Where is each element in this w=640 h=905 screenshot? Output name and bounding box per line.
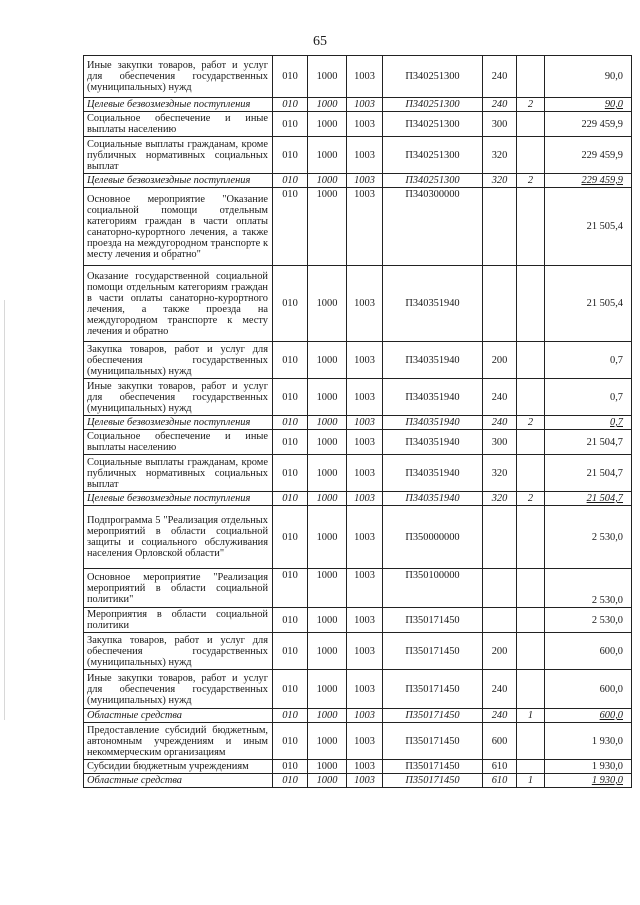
cell-amount: 600,0: [545, 670, 632, 709]
row-name: Закупка товаров, работ и услуг для обеспечения государственных (муниципальных) нужд: [84, 342, 273, 379]
cell-col5: [483, 188, 517, 266]
table-row: [84, 760, 632, 774]
cell-col2: 1000: [308, 723, 347, 760]
table-row: [84, 774, 632, 788]
cell-col3: 1003: [347, 569, 383, 608]
cell-col4: П340351940: [383, 455, 483, 492]
row-name: Областные средства: [84, 774, 273, 788]
cell-amount: 21 505,4: [545, 188, 632, 266]
cell-col3: 1003: [347, 188, 383, 266]
cell-col6: 2: [517, 416, 545, 430]
cell-col1: 010: [273, 174, 308, 188]
cell-col6: 2: [517, 98, 545, 112]
cell-col3: 1003: [347, 416, 383, 430]
cell-col3: 1003: [347, 760, 383, 774]
cell-col2: 1000: [308, 760, 347, 774]
table-row: [84, 379, 632, 416]
cell-col6: 2: [517, 492, 545, 506]
row-name: Областные средства: [84, 709, 273, 723]
cell-col4: П340351940: [383, 416, 483, 430]
cell-col4: П350171450: [383, 608, 483, 633]
cell-col1: 010: [273, 506, 308, 569]
cell-col4: П350171450: [383, 633, 483, 670]
cell-col1: 010: [273, 188, 308, 266]
cell-col5: 240: [483, 379, 517, 416]
cell-col1: 010: [273, 492, 308, 506]
cell-col5: 240: [483, 709, 517, 723]
page-number: 65: [313, 34, 327, 49]
cell-col5: 610: [483, 760, 517, 774]
cell-col4: П340351940: [383, 492, 483, 506]
cell-col2: 1000: [308, 56, 347, 98]
cell-col2: 1000: [308, 455, 347, 492]
cell-col2: 1000: [308, 379, 347, 416]
cell-col5: [483, 608, 517, 633]
row-name: Иные закупки товаров, работ и услуг для обеспечения государственных (муниципальных) нужд: [84, 670, 273, 709]
cell-col4: П350100000: [383, 569, 483, 608]
cell-col6: 2: [517, 174, 545, 188]
cell-col3: 1003: [347, 56, 383, 98]
cell-col2: 1000: [308, 98, 347, 112]
cell-col3: 1003: [347, 723, 383, 760]
cell-col3: 1003: [347, 670, 383, 709]
row-name: Социальное обеспечение и иные выплаты населению: [84, 430, 273, 455]
cell-col2: 1000: [308, 506, 347, 569]
cell-col4: П340251300: [383, 56, 483, 98]
cell-col1: 010: [273, 430, 308, 455]
cell-col5: [483, 266, 517, 342]
row-name: Подпрограмма 5 "Реализация отдельных мероприятий в области социальной защиты и социального обслуживания населения Орловской области": [84, 506, 273, 569]
cell-amount: 21 504,7: [545, 492, 632, 506]
table-row: [84, 342, 632, 379]
cell-col4: П340251300: [383, 137, 483, 174]
row-name: Основное мероприятие "Оказание социальной помощи отдельным категориям граждан в части оплаты санаторно-курортного лечения, а также проезда на междугородном транспорте к месту лечения и обратно": [84, 188, 273, 266]
cell-col6: 1: [517, 709, 545, 723]
table-row: [84, 188, 632, 266]
cell-amount: 0,7: [545, 342, 632, 379]
table-row: [84, 137, 632, 174]
cell-col5: [483, 569, 517, 608]
cell-col2: 1000: [308, 670, 347, 709]
table-row: [84, 266, 632, 342]
cell-col1: 010: [273, 98, 308, 112]
cell-col4: П340351940: [383, 342, 483, 379]
row-name: Целевые безвозмездные поступления: [84, 98, 273, 112]
cell-amount: 2 530,0: [545, 569, 632, 608]
cell-col5: 240: [483, 670, 517, 709]
cell-col3: 1003: [347, 506, 383, 569]
table-row: [84, 633, 632, 670]
cell-col3: 1003: [347, 98, 383, 112]
cell-amount: 2 530,0: [545, 506, 632, 569]
cell-col5: 240: [483, 98, 517, 112]
row-name: Оказание государственной социальной помощи отдельным категориям граждан в части оплаты санаторно-курортного лечения, а также проезда на междугородном транспорте к месту лечения и обратно: [84, 266, 273, 342]
scan-edge-line: [4, 300, 5, 720]
row-name: Закупка товаров, работ и услуг для обеспечения государственных (муниципальных) нужд: [84, 633, 273, 670]
cell-col2: 1000: [308, 569, 347, 608]
cell-col4: П340251300: [383, 112, 483, 137]
table-row: [84, 56, 632, 98]
row-name: Социальные выплаты гражданам, кроме публичных нормативных социальных выплат: [84, 137, 273, 174]
cell-col2: 1000: [308, 174, 347, 188]
row-name: Социальные выплаты гражданам, кроме публичных нормативных социальных выплат: [84, 455, 273, 492]
table-row: [84, 112, 632, 137]
cell-amount: 0,7: [545, 416, 632, 430]
table-row: [84, 492, 632, 506]
cell-col3: 1003: [347, 137, 383, 174]
cell-col6: [517, 670, 545, 709]
table-row: [84, 670, 632, 709]
cell-col6: [517, 342, 545, 379]
cell-col1: 010: [273, 633, 308, 670]
cell-amount: 600,0: [545, 633, 632, 670]
cell-col2: 1000: [308, 266, 347, 342]
cell-col2: 1000: [308, 430, 347, 455]
cell-col1: 010: [273, 416, 308, 430]
cell-col3: 1003: [347, 174, 383, 188]
cell-col1: 010: [273, 569, 308, 608]
row-name: Мероприятия в области социальной политики: [84, 608, 273, 633]
cell-col4: П350171450: [383, 723, 483, 760]
cell-col1: 010: [273, 723, 308, 760]
cell-col4: П350171450: [383, 709, 483, 723]
cell-col4: П340251300: [383, 98, 483, 112]
cell-col4: П340351940: [383, 379, 483, 416]
cell-amount: 1 930,0: [545, 760, 632, 774]
cell-col1: 010: [273, 709, 308, 723]
cell-col1: 010: [273, 342, 308, 379]
cell-col6: [517, 137, 545, 174]
cell-col2: 1000: [308, 137, 347, 174]
cell-col5: 240: [483, 56, 517, 98]
cell-col6: [517, 760, 545, 774]
cell-col5: 320: [483, 137, 517, 174]
table-row: [84, 723, 632, 760]
cell-col4: П350171450: [383, 760, 483, 774]
cell-col6: [517, 506, 545, 569]
cell-col1: 010: [273, 774, 308, 788]
cell-col5: 610: [483, 774, 517, 788]
cell-col1: 010: [273, 137, 308, 174]
cell-col5: 320: [483, 492, 517, 506]
cell-col2: 1000: [308, 633, 347, 670]
cell-amount: 1 930,0: [545, 723, 632, 760]
cell-col2: 1000: [308, 416, 347, 430]
cell-amount: 600,0: [545, 709, 632, 723]
cell-col6: [517, 266, 545, 342]
cell-col1: 010: [273, 112, 308, 137]
cell-col1: 010: [273, 379, 308, 416]
table-row: [84, 709, 632, 723]
cell-col1: 010: [273, 455, 308, 492]
cell-amount: 229 459,9: [545, 174, 632, 188]
cell-col2: 1000: [308, 112, 347, 137]
cell-col5: 320: [483, 455, 517, 492]
cell-col2: 1000: [308, 492, 347, 506]
table-row: [84, 416, 632, 430]
cell-col5: 600: [483, 723, 517, 760]
table-row: [84, 506, 632, 569]
cell-col6: [517, 430, 545, 455]
cell-col3: 1003: [347, 112, 383, 137]
cell-amount: 90,0: [545, 98, 632, 112]
cell-col6: [517, 455, 545, 492]
cell-col3: 1003: [347, 492, 383, 506]
cell-col1: 010: [273, 608, 308, 633]
cell-col4: П340300000: [383, 188, 483, 266]
budget-table: [83, 55, 632, 788]
cell-col3: 1003: [347, 633, 383, 670]
table-row: [84, 98, 632, 112]
cell-col3: 1003: [347, 430, 383, 455]
cell-col3: 1003: [347, 774, 383, 788]
cell-col5: 320: [483, 174, 517, 188]
row-name: Иные закупки товаров, работ и услуг для обеспечения государственных (муниципальных) нужд: [84, 56, 273, 98]
cell-col5: 300: [483, 112, 517, 137]
cell-col6: [517, 188, 545, 266]
cell-col4: П340351940: [383, 430, 483, 455]
cell-amount: 0,7: [545, 379, 632, 416]
cell-amount: 90,0: [545, 56, 632, 98]
cell-col6: [517, 569, 545, 608]
cell-amount: 1 930,0: [545, 774, 632, 788]
table-row: [84, 608, 632, 633]
row-name: Целевые безвозмездные поступления: [84, 416, 273, 430]
cell-col3: 1003: [347, 379, 383, 416]
cell-amount: 21 505,4: [545, 266, 632, 342]
cell-col2: 1000: [308, 342, 347, 379]
row-name: Иные закупки товаров, работ и услуг для обеспечения государственных (муниципальных) нужд: [84, 379, 273, 416]
cell-col4: П350171450: [383, 774, 483, 788]
cell-col3: 1003: [347, 709, 383, 723]
row-name: Целевые безвозмездные поступления: [84, 492, 273, 506]
cell-col5: 200: [483, 342, 517, 379]
cell-col2: 1000: [308, 709, 347, 723]
cell-col3: 1003: [347, 608, 383, 633]
row-name: Предоставление субсидий бюджетным, автономным учреждениям и иным некоммерческим организациям: [84, 723, 273, 760]
cell-amount: 21 504,7: [545, 455, 632, 492]
cell-col6: 1: [517, 774, 545, 788]
table-row: [84, 430, 632, 455]
table-row: [84, 174, 632, 188]
cell-col2: 1000: [308, 774, 347, 788]
cell-col1: 010: [273, 266, 308, 342]
cell-amount: 229 459,9: [545, 112, 632, 137]
cell-col6: [517, 379, 545, 416]
cell-col4: П340251300: [383, 174, 483, 188]
cell-col4: П340351940: [383, 266, 483, 342]
cell-col4: П350000000: [383, 506, 483, 569]
cell-col3: 1003: [347, 455, 383, 492]
row-name: Субсидии бюджетным учреждениям: [84, 760, 273, 774]
cell-amount: 2 530,0: [545, 608, 632, 633]
cell-col6: [517, 633, 545, 670]
cell-amount: 21 504,7: [545, 430, 632, 455]
row-name: Целевые безвозмездные поступления: [84, 174, 273, 188]
cell-col5: [483, 506, 517, 569]
table-row: [84, 569, 632, 608]
cell-col5: 300: [483, 430, 517, 455]
cell-amount: 229 459,9: [545, 137, 632, 174]
cell-col5: 200: [483, 633, 517, 670]
table-row: [84, 455, 632, 492]
row-name: Основное мероприятие "Реализация мероприятий в области социальной политики": [84, 569, 273, 608]
cell-col1: 010: [273, 760, 308, 774]
cell-col3: 1003: [347, 266, 383, 342]
row-name: Социальное обеспечение и иные выплаты населению: [84, 112, 273, 137]
cell-col6: [517, 56, 545, 98]
cell-col4: П350171450: [383, 670, 483, 709]
cell-col6: [517, 112, 545, 137]
cell-col1: 010: [273, 56, 308, 98]
cell-col6: [517, 608, 545, 633]
cell-col6: [517, 723, 545, 760]
cell-col3: 1003: [347, 342, 383, 379]
cell-col5: 240: [483, 416, 517, 430]
cell-col2: 1000: [308, 608, 347, 633]
cell-col2: 1000: [308, 188, 347, 266]
cell-col1: 010: [273, 670, 308, 709]
